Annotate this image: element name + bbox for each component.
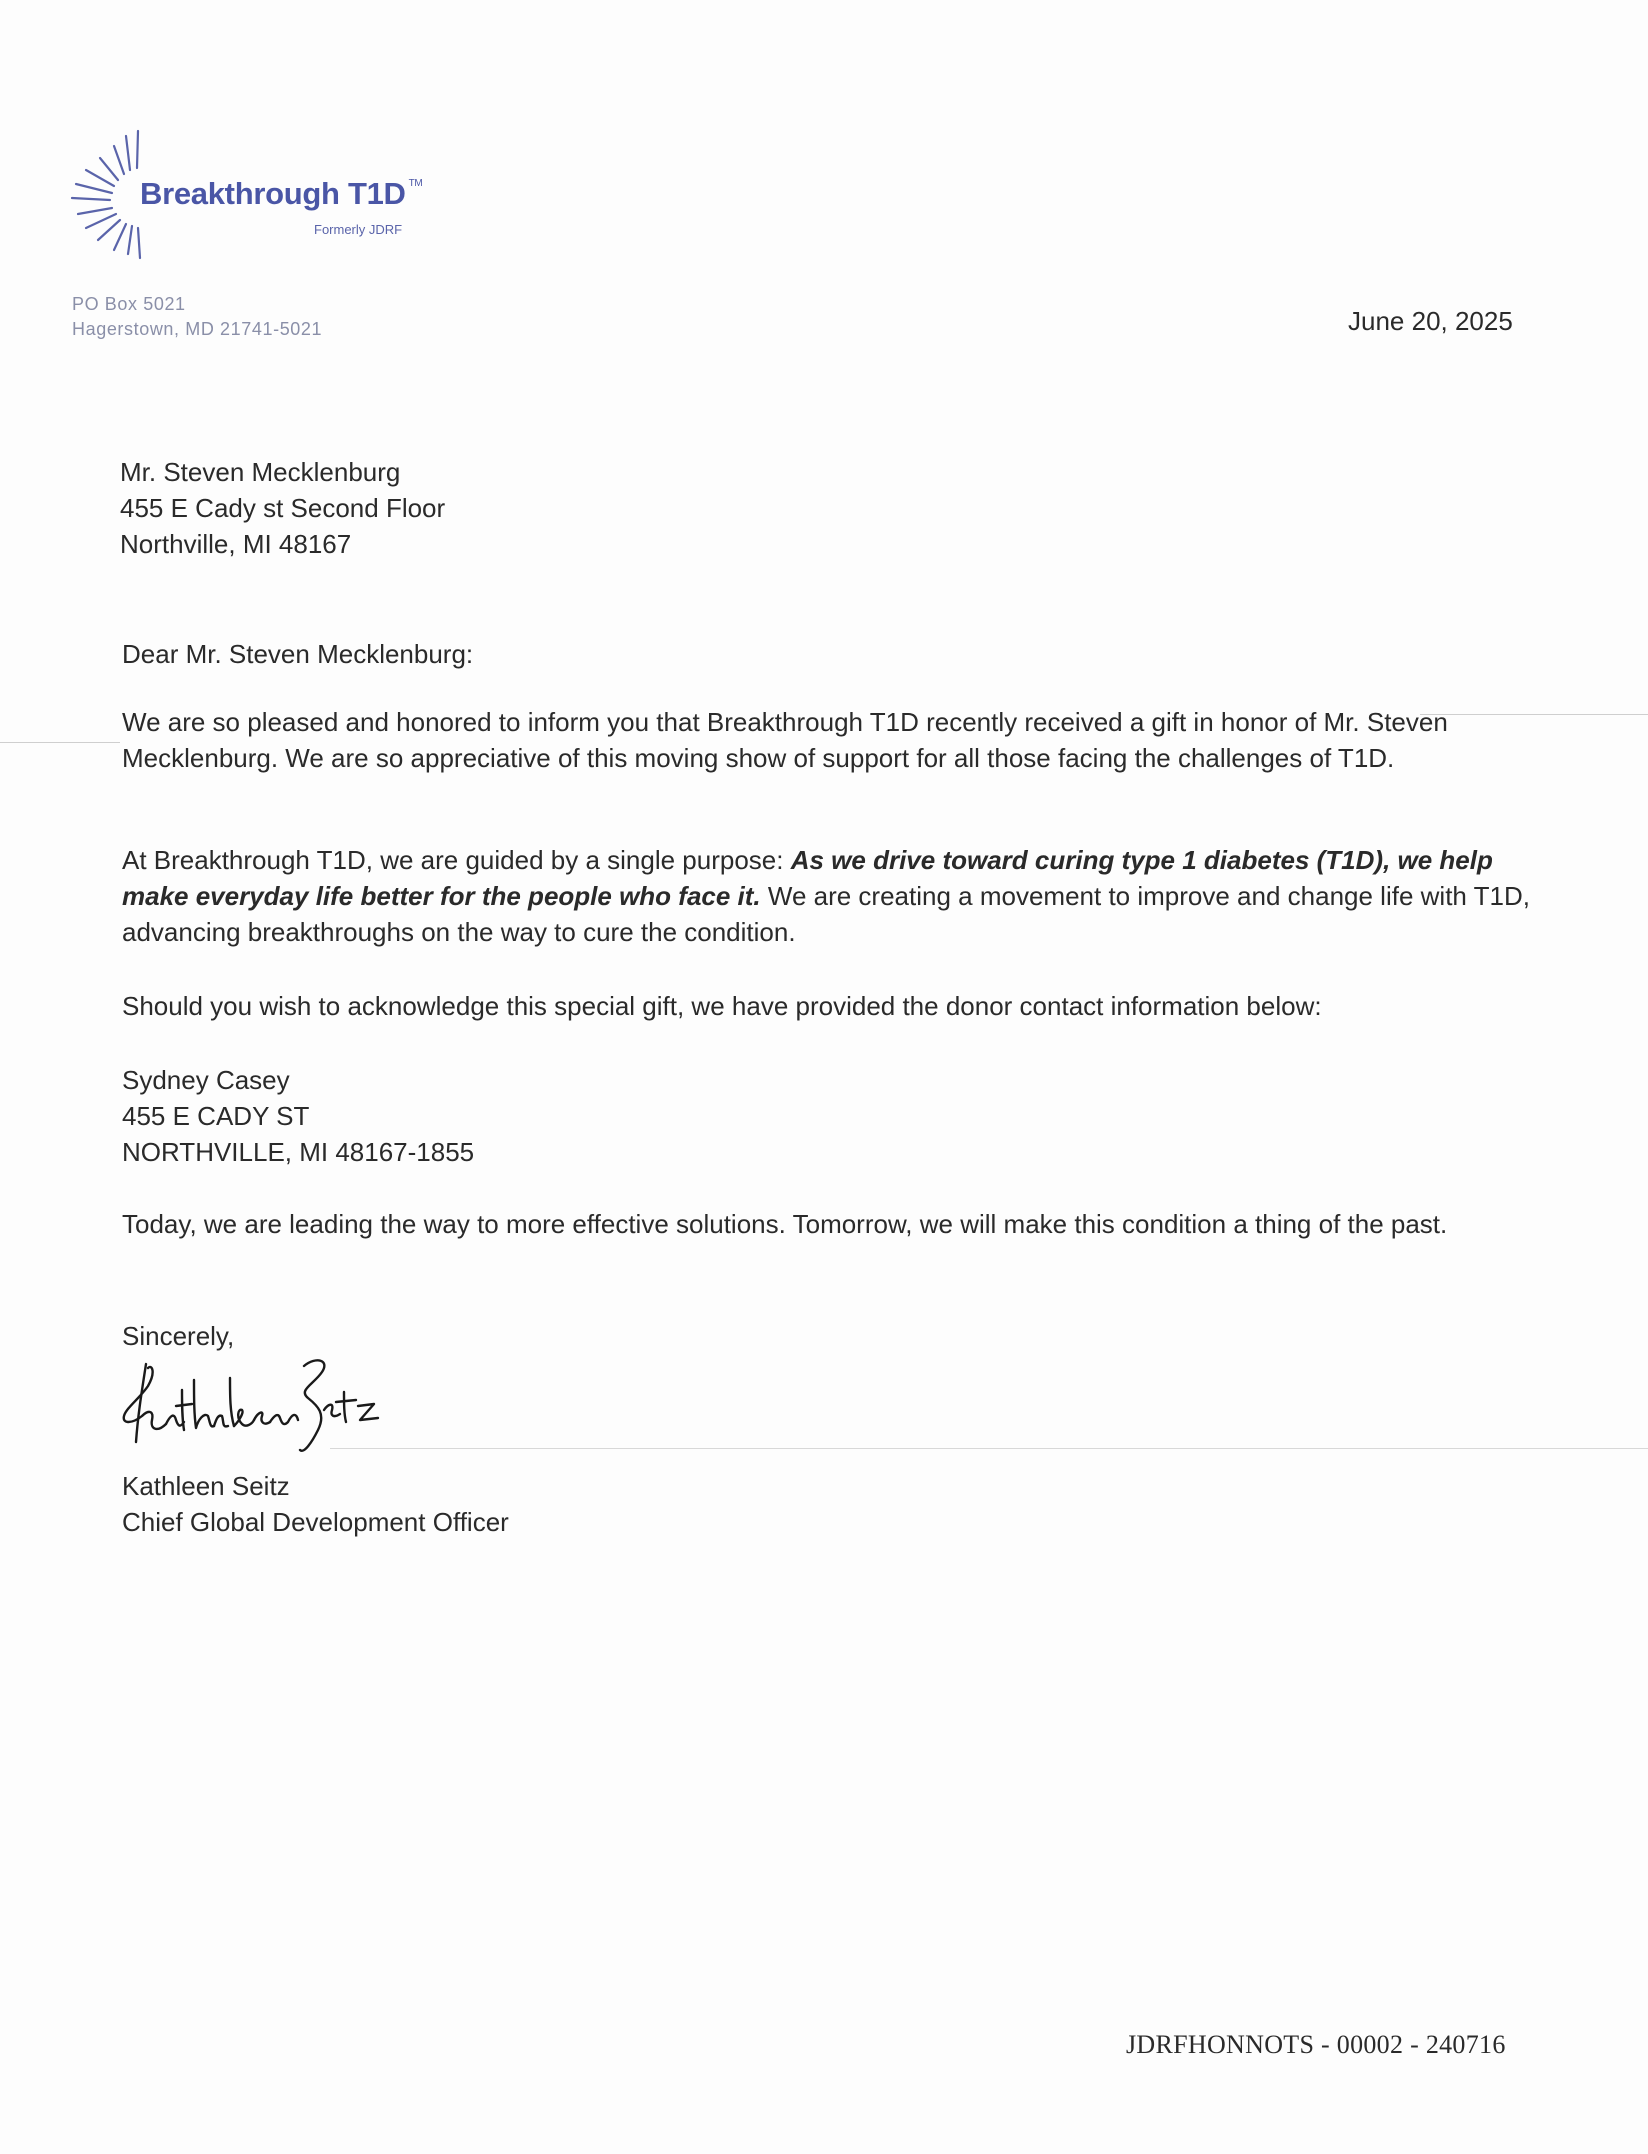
recipient-address (120, 454, 445, 562)
signer-block (122, 1468, 509, 1540)
body-paragraph (122, 842, 1532, 950)
paragraph-intro: At Breakthrough T1D, we are guided by a single purpose: (122, 845, 791, 875)
return-address-line: PO Box 5021 (72, 294, 186, 314)
body-paragraph: Today, we are leading the way to more effective solutions. Tomorrow, we will make this condition a thing of the past. (122, 1209, 1448, 1239)
document-code: JDRFHONNOTS - 00002 - 240716 (1126, 2030, 1506, 2059)
scan-artifact-line (0, 742, 120, 743)
organization-logo (66, 126, 486, 266)
return-address (72, 292, 322, 342)
signer-title: Chief Global Development Officer (122, 1507, 509, 1537)
donor-name: Sydney Casey (122, 1065, 290, 1095)
donor-city: NORTHVILLE, MI 48167-1855 (122, 1137, 475, 1167)
logo-wordmark: Breakthrough T1D ™ (140, 176, 423, 211)
donor-street: 455 E CADY ST (122, 1101, 310, 1131)
recipient-street: 455 E Cady st Second Floor (120, 493, 446, 523)
logo-subtitle: Formerly JDRF (314, 222, 403, 237)
recipient-city: Northville, MI 48167 (120, 529, 352, 559)
scan-artifact-line (330, 1448, 1648, 1449)
body-paragraph: Should you wish to acknowledge this special gift, we have provided the donor contact information below: (122, 991, 1322, 1021)
mission-statement: As we drive toward curing type 1 diabetes (T1D), we help make everyday life better for the people who face it. (122, 845, 1493, 911)
salutation: Dear Mr. Steven Mecklenburg: (122, 639, 474, 669)
return-address-line: Hagerstown, MD 21741-5021 (72, 319, 323, 339)
paragraph-rest: We are creating a movement to improve and change life with T1D, advancing breakthroughs on the way to cure the condition. (122, 881, 1530, 947)
signer-name: Kathleen Seitz (122, 1471, 290, 1501)
letter-date: June 20, 2025 (1348, 306, 1513, 336)
handwritten-signature (118, 1350, 388, 1460)
closing: Sincerely, (122, 1321, 235, 1351)
donor-address (122, 1062, 474, 1170)
trademark-mark: TM (408, 178, 423, 189)
body-paragraph: We are so pleased and honored to inform you that Breakthrough T1D recently received a gift in honor of Mr. Steven Mecklenburg. We are so appreciative of this moving show of support for all those facing the challenges of T1D. (122, 707, 1448, 773)
recipient-name: Mr. Steven Mecklenburg (120, 457, 401, 487)
